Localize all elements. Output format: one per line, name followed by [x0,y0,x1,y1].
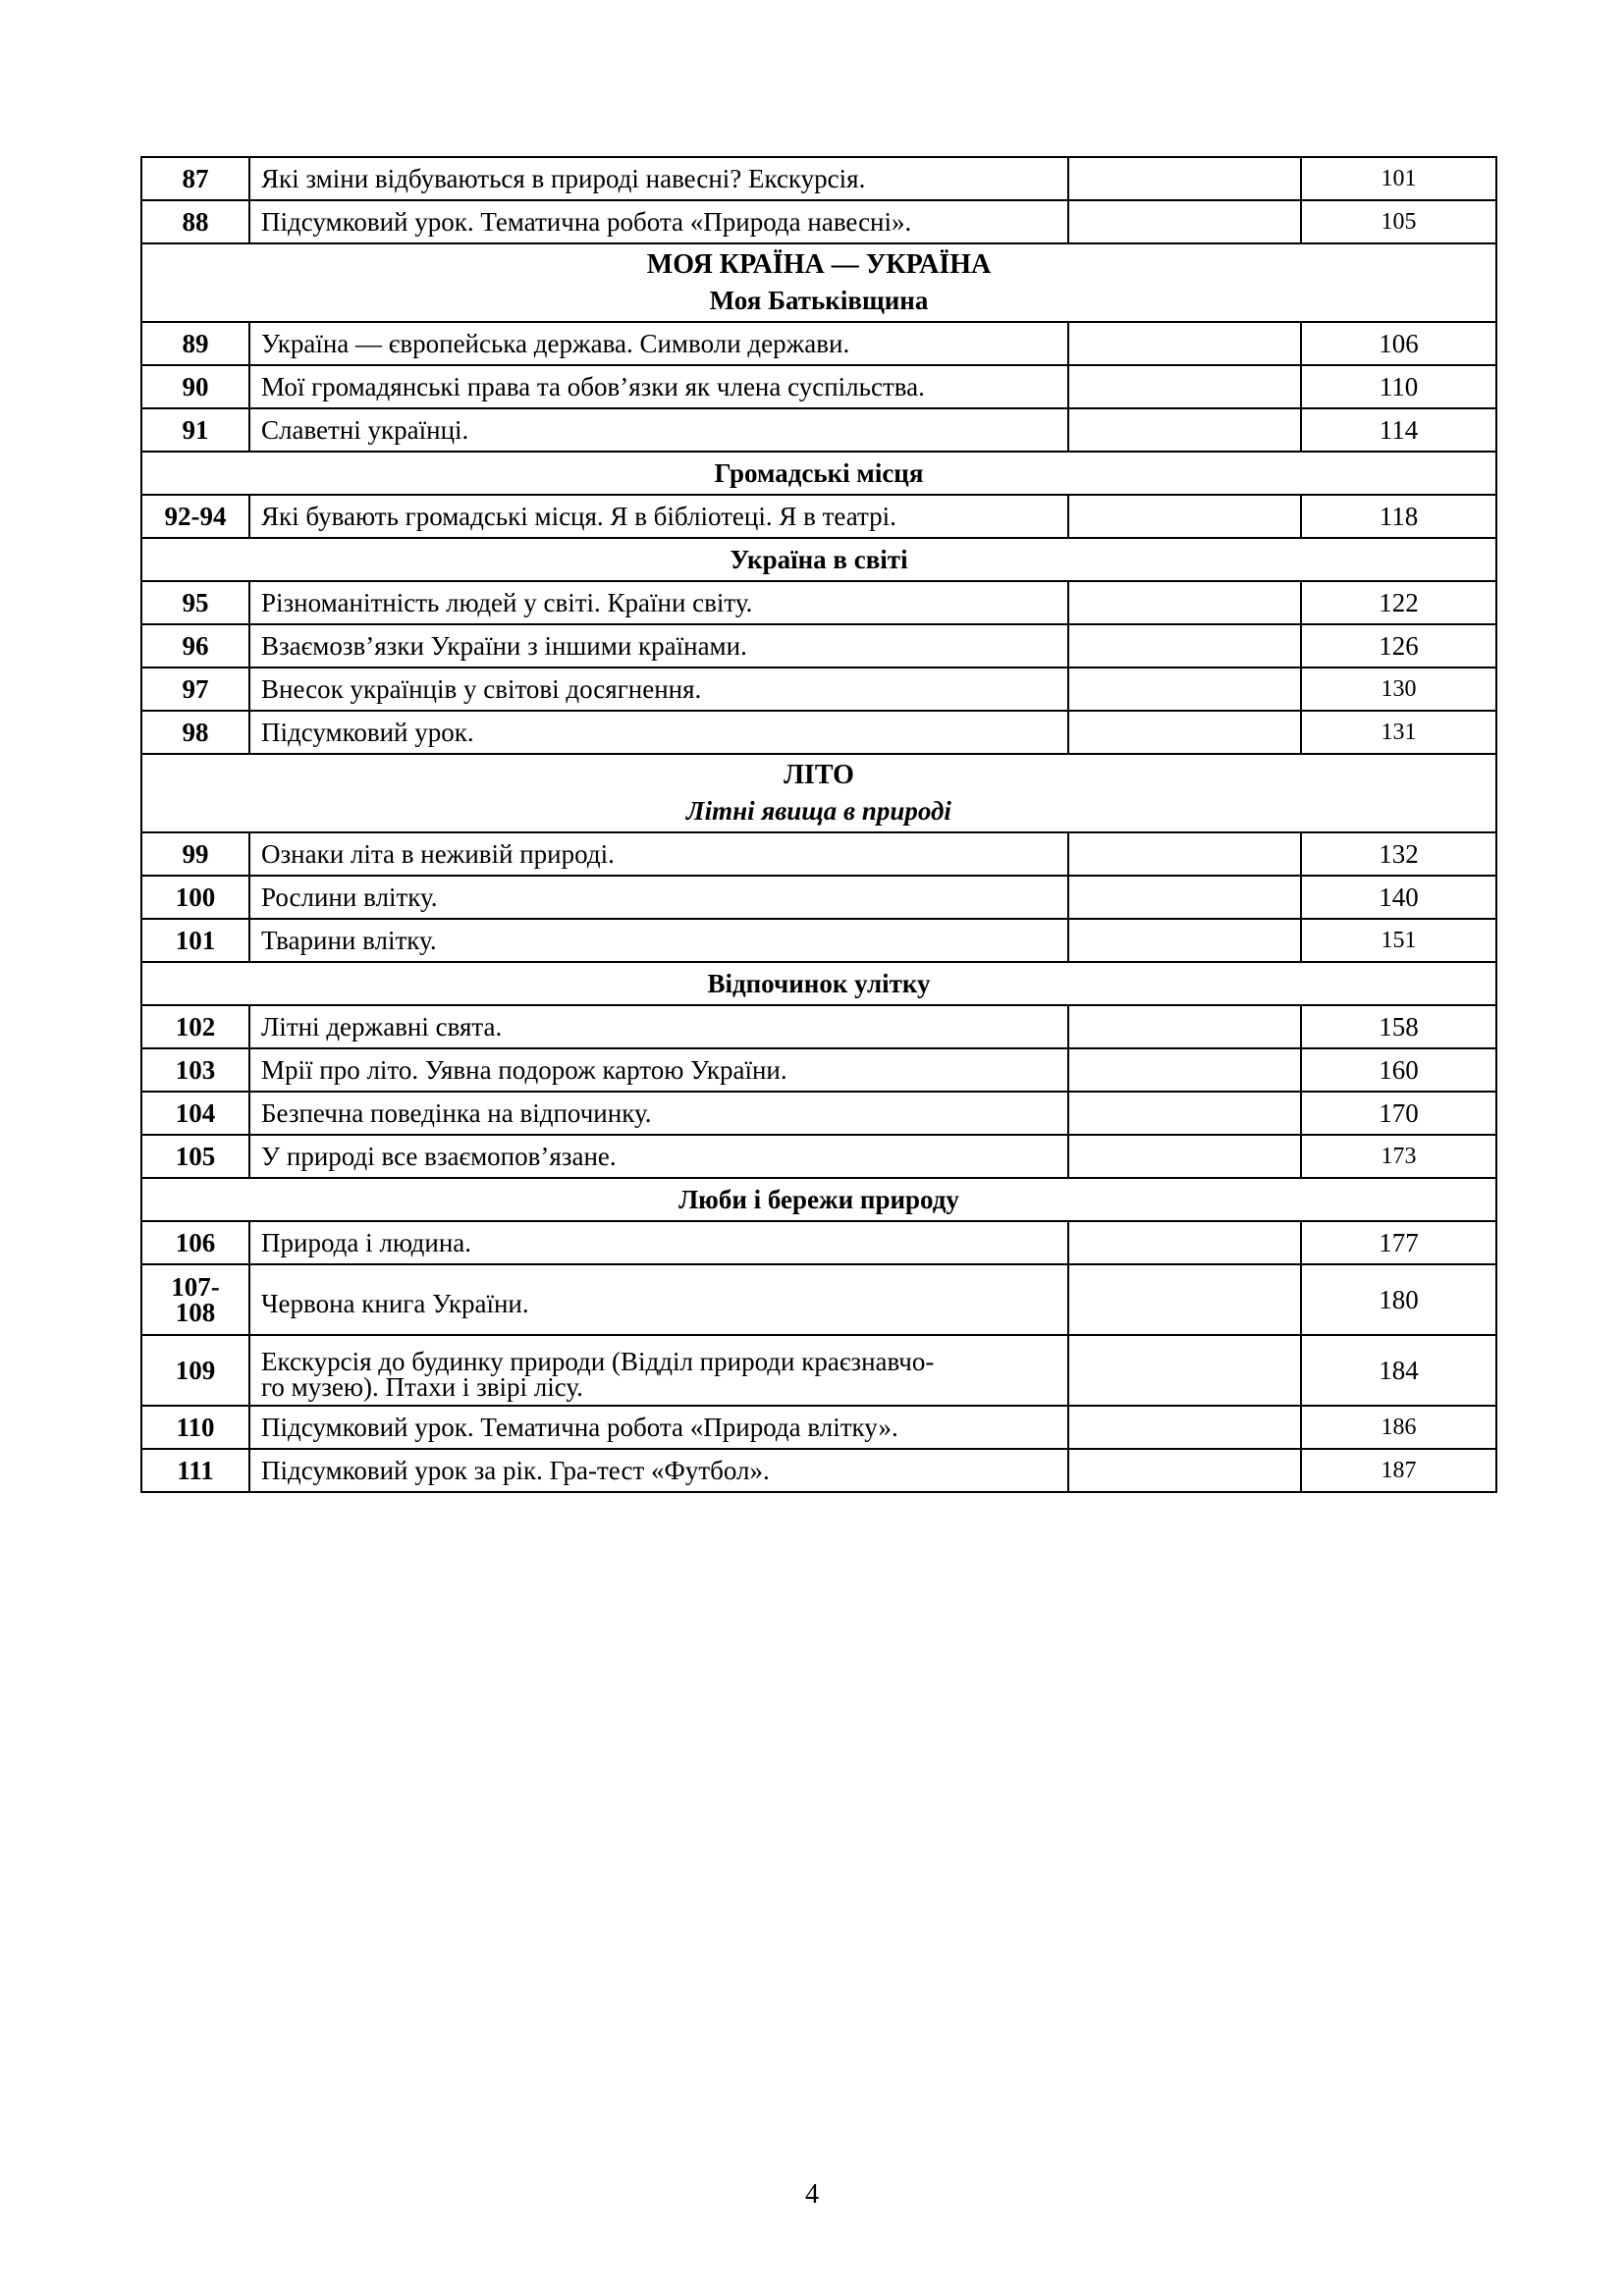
lesson-date-cell [1068,1449,1301,1492]
lesson-topic: Які зміни відбуваються в природі навесні? Екскурсія. [249,157,1068,200]
section-header-row [141,243,1496,322]
lesson-date-cell [1068,1335,1301,1406]
lesson-number: 99 [141,832,249,876]
lesson-date-cell [1068,495,1301,538]
lesson-page: 114 [1301,408,1496,452]
lesson-date-cell [1068,1264,1301,1335]
lesson-number: 106 [141,1221,249,1264]
lesson-topic: Мої громадянські права та обов’язки як члена суспільства. [249,365,1068,408]
section-title: Україна в світі [730,545,908,574]
section-header [141,962,1496,1005]
lesson-number: 107- 108 [141,1264,249,1335]
lesson-number: 92-94 [141,495,249,538]
lesson-date-cell [1068,157,1301,200]
section-header [141,452,1496,495]
lesson-topic: Безпечна поведінка на відпочинку. [249,1092,1068,1135]
lesson-row [141,711,1496,754]
lesson-number: 87 [141,157,249,200]
lesson-number: 95 [141,581,249,624]
section-title: МОЯ КРАЇНА — УКРАЇНА [646,249,992,280]
lesson-topic: Ознаки літа в неживій природі. [249,832,1068,876]
section-header [141,538,1496,581]
lesson-row [141,1449,1496,1492]
lesson-number: 110 [141,1406,249,1449]
lesson-page: 184 [1301,1335,1496,1406]
lesson-date-cell [1068,624,1301,667]
lesson-date-cell [1068,1406,1301,1449]
lesson-date-cell [1068,408,1301,452]
lesson-date-cell [1068,1005,1301,1048]
section-header-row [141,1178,1496,1221]
lesson-row [141,1335,1496,1406]
lesson-number: 105 [141,1135,249,1178]
section-subtitle: Літні явища в природі [686,796,951,826]
lesson-row [141,495,1496,538]
lesson-number: 89 [141,322,249,365]
lesson-number: 102 [141,1005,249,1048]
lesson-page: 177 [1301,1221,1496,1264]
lesson-date-cell [1068,876,1301,919]
lesson-page: 170 [1301,1092,1496,1135]
lesson-topic: Внесок українців у світові досягнення. [249,667,1068,711]
lesson-date-cell [1068,581,1301,624]
lesson-topic: Природа і людина. [249,1221,1068,1264]
lesson-topic: Екскурсія до будинку природи (Відділ природи краєзнавчо- го музею). Птахи і звірі лісу. [249,1335,1068,1406]
lesson-page: 187 [1301,1449,1496,1492]
lesson-topic: Тварини влітку. [249,919,1068,962]
lesson-topic: Взаємозв’язки України з іншими країнами. [249,624,1068,667]
lesson-row [141,919,1496,962]
lesson-row [141,667,1496,711]
lesson-row [141,408,1496,452]
lesson-date-cell [1068,1048,1301,1092]
lesson-page: 132 [1301,832,1496,876]
lesson-number: 88 [141,200,249,243]
lesson-number: 97 [141,667,249,711]
lesson-topic: Підсумковий урок за рік. Гра-тест «Футбол». [249,1449,1068,1492]
section-header-row [141,452,1496,495]
section-header-row [141,754,1496,832]
lesson-row [141,1264,1496,1335]
section-title: Люби і бережи природу [678,1185,959,1214]
lesson-row [141,322,1496,365]
lesson-row [141,1135,1496,1178]
lesson-topic: Мрії про літо. Уявна подорож картою України. [249,1048,1068,1092]
lesson-page: 173 [1301,1135,1496,1178]
lesson-topic: Літні державні свята. [249,1005,1068,1048]
lesson-page: 118 [1301,495,1496,538]
lesson-row [141,581,1496,624]
lesson-page: 106 [1301,322,1496,365]
lesson-number: 90 [141,365,249,408]
lesson-date-cell [1068,1092,1301,1135]
lesson-page: 158 [1301,1005,1496,1048]
section-header [141,1178,1496,1221]
lesson-page: 126 [1301,624,1496,667]
lesson-date-cell [1068,322,1301,365]
lesson-number: 98 [141,711,249,754]
lesson-number: 109 [141,1335,249,1406]
lesson-row [141,1221,1496,1264]
lesson-page: 130 [1301,667,1496,711]
lesson-date-cell [1068,919,1301,962]
lesson-number: 96 [141,624,249,667]
lesson-page: 186 [1301,1406,1496,1449]
lesson-page: 101 [1301,157,1496,200]
lesson-row [141,832,1496,876]
lesson-number: 111 [141,1449,249,1492]
lesson-topic: Україна — європейська держава. Символи держави. [249,322,1068,365]
lesson-number: 104 [141,1092,249,1135]
lesson-topic: Славетні українці. [249,408,1068,452]
lesson-page: 105 [1301,200,1496,243]
lesson-topic: Підсумковий урок. Тематична робота «Природа навесні». [249,200,1068,243]
section-header [141,754,1496,832]
lesson-row [141,157,1496,200]
lesson-row [141,200,1496,243]
lesson-row [141,1048,1496,1092]
page-number: 4 [805,2179,819,2210]
lesson-page: 131 [1301,711,1496,754]
lesson-number: 100 [141,876,249,919]
lesson-row [141,1406,1496,1449]
lesson-number: 101 [141,919,249,962]
lesson-row [141,876,1496,919]
lesson-topic: У природі все взаємопов’язане. [249,1135,1068,1178]
lesson-date-cell [1068,1135,1301,1178]
lesson-date-cell [1068,832,1301,876]
lesson-page: 140 [1301,876,1496,919]
lesson-date-cell [1068,711,1301,754]
lesson-date-cell [1068,200,1301,243]
lesson-page: 160 [1301,1048,1496,1092]
lesson-topic: Різноманітність людей у світі. Країни світу. [249,581,1068,624]
lesson-number: 103 [141,1048,249,1092]
lesson-topic: Червона книга України. [249,1264,1068,1335]
lesson-row [141,1092,1496,1135]
section-header [141,243,1496,322]
lesson-topic: Підсумковий урок. Тематична робота «Природа влітку». [249,1406,1068,1449]
section-subtitle: Моя Батьківщина [709,286,929,315]
lesson-page: 110 [1301,365,1496,408]
lesson-row [141,1005,1496,1048]
contents-table-body [141,157,1496,1492]
lesson-date-cell [1068,365,1301,408]
lesson-date-cell [1068,1221,1301,1264]
section-title: Відпочинок улітку [707,969,931,998]
lesson-row [141,624,1496,667]
lesson-number: 91 [141,408,249,452]
section-title: ЛІТО [784,760,854,790]
lesson-row [141,365,1496,408]
section-header-row [141,962,1496,1005]
lesson-topic: Рослини влітку. [249,876,1068,919]
section-title: Громадські місця [714,458,924,488]
lesson-topic: Підсумковий урок. [249,711,1068,754]
lesson-page: 180 [1301,1264,1496,1335]
lesson-date-cell [1068,667,1301,711]
contents-table [140,156,1497,1493]
lesson-topic: Які бувають громадські місця. Я в бібліотеці. Я в театрі. [249,495,1068,538]
section-header-row [141,538,1496,581]
lesson-page: 122 [1301,581,1496,624]
lesson-page: 151 [1301,919,1496,962]
